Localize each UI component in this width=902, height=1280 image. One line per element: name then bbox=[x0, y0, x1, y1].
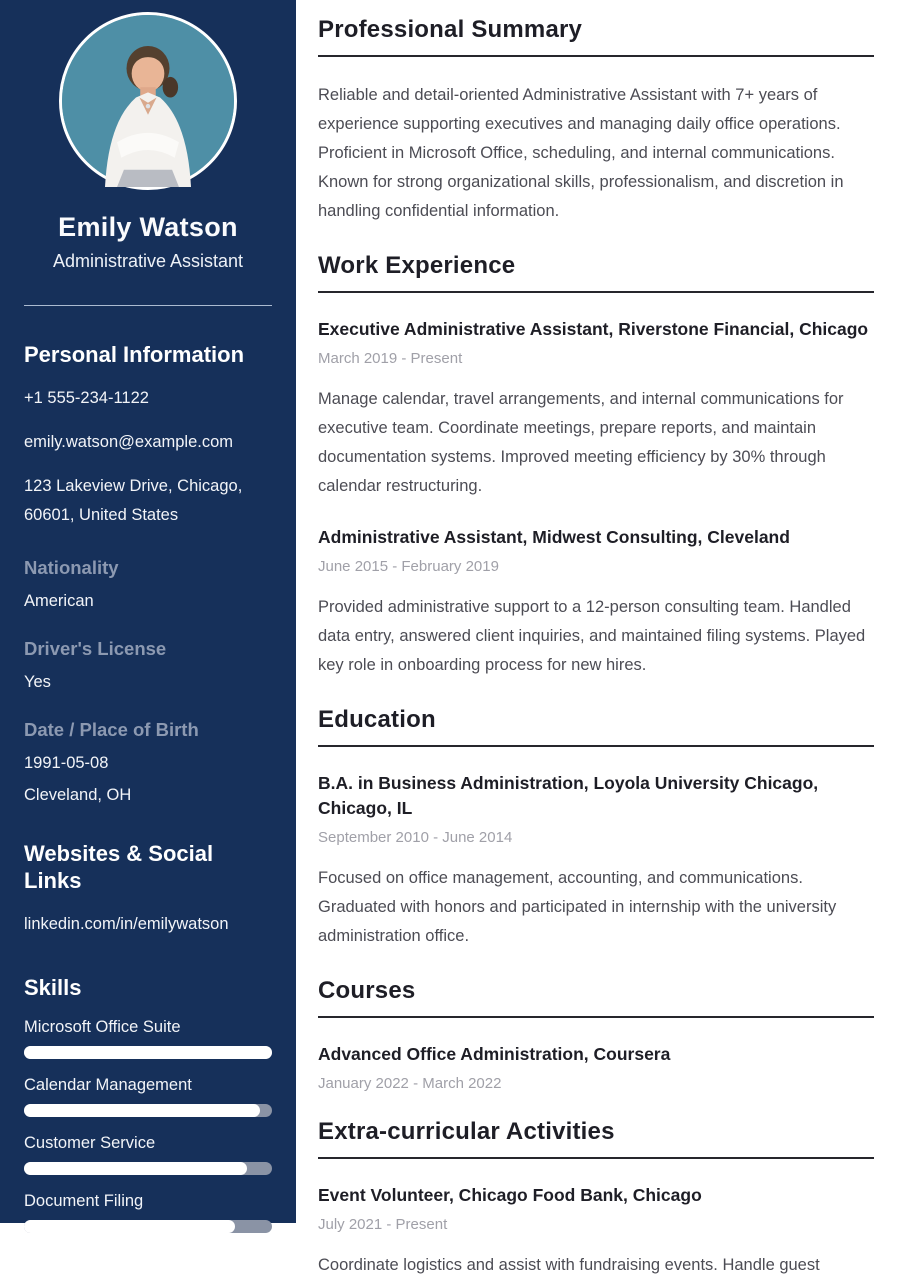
skills-list bbox=[24, 1018, 272, 1233]
entry-dates: July 2021 - Present bbox=[318, 1216, 448, 1233]
skill-progress-fill bbox=[24, 1046, 272, 1059]
skill-progress-track bbox=[24, 1162, 272, 1175]
skill-name: Document Filing bbox=[24, 1192, 144, 1210]
section-heading: Extra-curricular Activities bbox=[318, 1118, 874, 1159]
info-value: Cleveland, OH bbox=[24, 785, 132, 804]
entry-body: Focused on office management, accounting, and communications. Graduated with honors and participated in internship with the university administration office. bbox=[318, 869, 837, 945]
profile-photo bbox=[59, 12, 237, 190]
resume-entry bbox=[318, 525, 874, 680]
entry-body: Coordinate logistics and assist with fundraising events. Handle guest bbox=[318, 1256, 820, 1274]
resume-entry bbox=[318, 771, 874, 951]
entry-body: Provided administrative support to a 12-person consulting team. Handled data entry, answered client inquiries, and maintained filing systems. Played key role in onboarding process for new hires. bbox=[318, 598, 866, 674]
candidate-title: Administrative Assistant bbox=[52, 251, 244, 271]
entry-title: Advanced Office Administration, Coursera bbox=[318, 1044, 671, 1064]
skill-progress-track bbox=[24, 1046, 272, 1059]
section-heading-links: Websites & Social Links bbox=[24, 840, 214, 893]
personal-info-fields bbox=[24, 557, 272, 805]
entry-dates: January 2022 - March 2022 bbox=[318, 1075, 502, 1092]
resume-entry bbox=[318, 81, 874, 226]
resume-section bbox=[318, 977, 874, 1092]
postal-address: 123 Lakeview Drive, Chicago, 60601, United States bbox=[24, 476, 243, 524]
skill-progress-fill bbox=[24, 1220, 235, 1233]
skill-item bbox=[24, 1018, 272, 1059]
skill-progress-track bbox=[24, 1220, 272, 1233]
section-heading-skills: Skills bbox=[24, 974, 82, 1000]
entry-title: B.A. in Business Administration, Loyola University Chicago, Chicago, IL bbox=[318, 773, 819, 818]
skill-name: Calendar Management bbox=[24, 1076, 192, 1094]
entry-title: Executive Administrative Assistant, Riverstone Financial, Chicago bbox=[318, 319, 869, 339]
section-heading-personal-information: Personal Information bbox=[24, 342, 245, 367]
entry-dates: June 2015 - February 2019 bbox=[318, 558, 499, 575]
entry-dates: September 2010 - June 2014 bbox=[318, 829, 513, 846]
sidebar bbox=[0, 0, 296, 1223]
resume-section bbox=[318, 16, 874, 226]
skill-name: Microsoft Office Suite bbox=[24, 1018, 181, 1036]
entry-body: Reliable and detail-oriented Administrative Assistant with 7+ years of experience supporting executives and managing daily office operations. Proficient in Microsoft Office, scheduling, and internal communications. Known for strong organizational skills, professionalism, and discretion in handling confidential information. bbox=[318, 86, 844, 220]
section-heading: Professional Summary bbox=[318, 16, 874, 57]
skill-item bbox=[24, 1192, 272, 1233]
skill-progress-fill bbox=[24, 1104, 260, 1117]
resume-section bbox=[318, 252, 874, 680]
section-heading: Work Experience bbox=[318, 252, 874, 293]
info-label: Date / Place of Birth bbox=[24, 718, 199, 740]
phone-number: +1 555-234-1122 bbox=[24, 388, 149, 407]
resume-entry bbox=[318, 1183, 874, 1280]
skill-item bbox=[24, 1134, 272, 1175]
profile-photo-illustration bbox=[62, 15, 234, 187]
entry-dates: March 2019 - Present bbox=[318, 350, 463, 367]
section-heading: Courses bbox=[318, 977, 874, 1018]
info-label: Nationality bbox=[24, 556, 119, 578]
linkedin-url: linkedin.com/in/emilywatson bbox=[24, 914, 229, 933]
sidebar-divider bbox=[24, 305, 272, 306]
info-value: 1991-05-08 bbox=[24, 753, 109, 772]
resume-section bbox=[318, 706, 874, 951]
entry-title: Event Volunteer, Chicago Food Bank, Chicago bbox=[318, 1185, 702, 1205]
resume-entry bbox=[318, 317, 874, 501]
skill-progress-track bbox=[24, 1104, 272, 1117]
candidate-name: Emily Watson bbox=[58, 212, 238, 242]
email-address: emily.watson@example.com bbox=[24, 432, 234, 451]
resume-main bbox=[296, 0, 902, 1274]
resume-section bbox=[318, 1118, 874, 1280]
skill-progress-fill bbox=[24, 1162, 247, 1175]
skill-item bbox=[24, 1076, 272, 1117]
entry-body: Manage calendar, travel arrangements, and internal communications for executive team. Coordinate meetings, prepare reports, and maintain documentation systems. Improved meeting efficiency by 30% through calendar restructuring. bbox=[318, 390, 844, 495]
info-value: American bbox=[24, 591, 94, 610]
section-heading: Education bbox=[318, 706, 874, 747]
info-label: Driver's License bbox=[24, 637, 167, 659]
info-value: Yes bbox=[24, 672, 51, 691]
entry-title: Administrative Assistant, Midwest Consulting, Cleveland bbox=[318, 527, 790, 547]
skill-name: Customer Service bbox=[24, 1134, 156, 1152]
resume-entry bbox=[318, 1042, 874, 1092]
